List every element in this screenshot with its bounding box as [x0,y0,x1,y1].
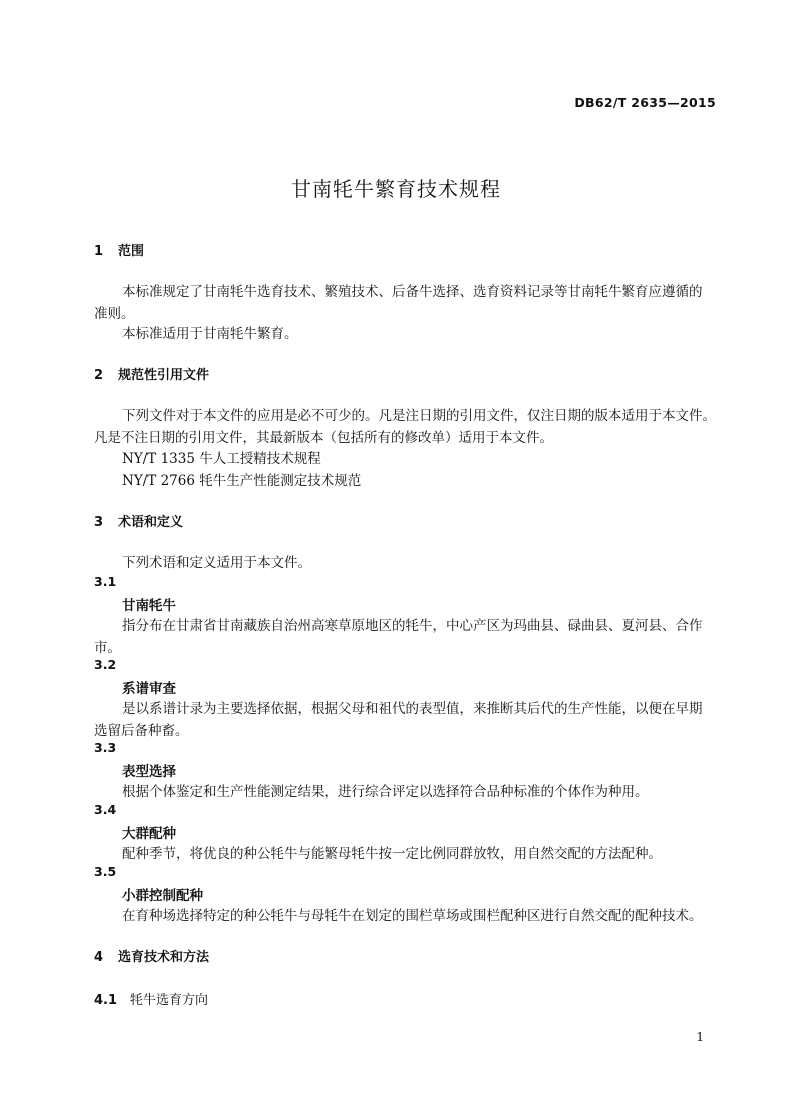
section-2-heading [94,364,209,383]
term-name: 系谱审查 [122,681,176,697]
section-title: 范围 [118,244,145,259]
subsection-title: 牦牛选育方向 [130,993,209,1008]
term-name: 大群配种 [122,826,176,842]
term-number: 3.3 [94,740,117,755]
term-number: 3.5 [94,864,117,879]
term-definition: 选留后备种畜。 [94,723,189,739]
section-number: 1 [94,244,104,259]
standard-number: DB62/T 2635—2015 [574,95,716,110]
term-name: 小群控制配种 [122,888,203,904]
section-title: 规范性引用文件 [118,368,210,383]
paragraph-line: 下列术语和定义适用于本文件。 [122,555,311,571]
document-title: 甘南牦牛繁育技术规程 [291,177,501,201]
section-number: 2 [94,368,104,383]
subsection-4-1-heading [94,989,208,1008]
paragraph-line: 下列文件对于本文件的应用是必不可少的。凡是注日期的引用文件，仅注日期的版本适用于本文件。 [122,408,716,424]
term-definition: 指分布在甘肃省甘南藏族自治州高寒草原地区的牦牛，中心产区为玛曲县、碌曲县、夏河县、合作 [122,618,703,634]
term-number: 3.4 [94,802,117,817]
term-number: 3.1 [94,574,117,589]
term-number: 3.2 [94,657,117,672]
section-3-heading [94,511,183,530]
term-definition: 在育种场选择特定的种公牦牛与母牦牛在划定的围栏草场或围栏配种区进行自然交配的配种技术。 [122,908,703,924]
reference-item: NY/T 1335 牛人工授精技术规程 [122,451,321,467]
section-4-heading [94,946,209,965]
term-name: 表型选择 [122,764,176,780]
paragraph-line: 准则。 [94,306,135,322]
section-1-heading [94,240,144,259]
section-number: 3 [94,515,104,530]
section-title: 术语和定义 [118,515,184,530]
term-definition: 市。 [94,640,121,656]
term-name: 甘南牦牛 [122,598,176,614]
reference-item: NY/T 2766 牦牛生产性能测定技术规范 [122,473,362,489]
term-definition: 配种季节，将优良的种公牦牛与能繁母牦牛按一定比例同群放牧，用自然交配的方法配种。 [122,846,662,862]
paragraph-line: 本标准规定了甘南牦牛选育技术、繁殖技术、后备牛选择、选育资料记录等甘南牦牛繁育应遵循的 [122,284,703,300]
section-number: 4 [94,950,104,965]
term-definition: 根据个体鉴定和生产性能测定结果，进行综合评定以选择符合品种标准的个体作为种用。 [122,784,649,800]
paragraph-line: 凡是不注日期的引用文件，其最新版本（包括所有的修改单）适用于本文件。 [94,430,553,446]
paragraph-line: 本标准适用于甘南牦牛繁育。 [122,326,298,342]
page-number: 1 [696,1030,704,1044]
section-title: 选育技术和方法 [118,950,210,965]
term-definition: 是以系谱计录为主要选择依据，根据父母和祖代的表型值，来推断其后代的生产性能，以便在早期 [122,701,703,717]
subsection-number: 4.1 [94,993,118,1008]
